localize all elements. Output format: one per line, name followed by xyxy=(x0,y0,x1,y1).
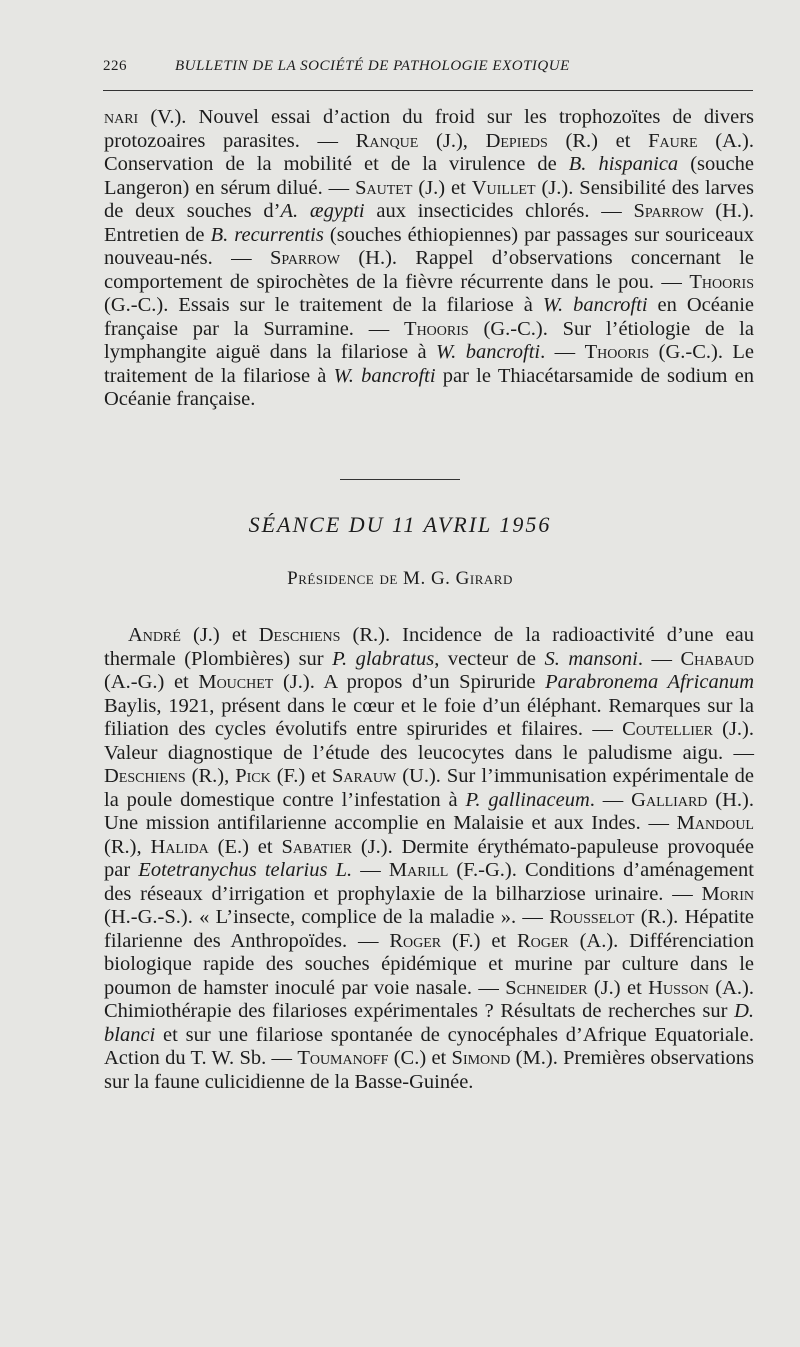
author-name: Pick xyxy=(235,765,271,787)
text-run: (M.). Premières observations sur la faune culicidienne de la Basse-Guinée. xyxy=(104,1047,754,1093)
text-run: (H.). Rappel d’observations concernant le comportement de spirochètes de la fièvre récurrente dans le pou. — xyxy=(104,247,754,293)
author-name: Mouchet xyxy=(198,671,274,693)
text-run: (G.-C.). Le traitement de la filariose à xyxy=(104,341,754,387)
continued-paragraph xyxy=(104,106,754,412)
author-name: Faure xyxy=(648,129,698,152)
header-rule xyxy=(103,90,753,91)
species-name: B. hispanica xyxy=(568,153,679,175)
species-name: W. bancrofti xyxy=(542,294,648,316)
author-name: Ranque xyxy=(355,129,419,152)
author-name: Morin xyxy=(701,882,754,905)
author-name: Roger xyxy=(516,929,569,952)
author-name: Rousselot xyxy=(549,906,635,928)
text-run: en Océanie française par la Surramine. — xyxy=(104,294,754,340)
author-name: Coutellier xyxy=(622,718,713,740)
text-run: . — xyxy=(540,341,585,363)
presidency-line xyxy=(0,568,800,590)
text-run: (A.). Chimiothérapie des filarioses expérimentales ? Résultats de recherches sur xyxy=(104,976,754,1022)
text-run: (J.) et xyxy=(587,976,649,999)
author-name: Roger xyxy=(389,929,442,952)
text-run: et sur une filariose spontanée de cynocéphales d’Afrique Equatoriale. Action du T. W. Sb. — xyxy=(104,1023,754,1069)
species-name: W. bancrofti xyxy=(435,341,541,363)
text-run: (U.). Sur l’immunisation expérimentale de la poule domestique contre l’infestation à xyxy=(104,765,754,811)
text-run: (F.) et xyxy=(270,765,332,787)
text-run: (A.). Différenciation biologique rapide des souches épidémique et murine par culture dans le poumon de hamster inoculé par voie nasale. — xyxy=(104,929,754,999)
text-run: (C.) et xyxy=(388,1047,452,1069)
text-run: (E.) et xyxy=(208,835,282,858)
text-run: (F.) et xyxy=(441,929,517,952)
text-run: (G.-C.). Essais sur le traitement de la filariose à xyxy=(104,294,543,316)
species-name: D. blanci xyxy=(104,1000,754,1046)
text-run: (J.). Valeur diagnostique de l’étude des leucocytes dans le paludisme aigu. — xyxy=(104,718,755,764)
author-name: Vuillet xyxy=(471,176,536,199)
text-run: (J.) et xyxy=(412,176,472,199)
text-run: par le Thiacétarsamide de sodium en Océanie française. xyxy=(104,364,754,410)
author-name: Sparrow xyxy=(269,247,340,269)
author-name: Thooris xyxy=(584,341,650,363)
author-name: Marill xyxy=(388,859,449,881)
text-run: aux insecticides chlorés. — xyxy=(364,200,634,222)
author-name: Thooris xyxy=(404,317,469,340)
text-run: . — xyxy=(637,647,681,670)
author-name: Halida xyxy=(150,835,209,858)
author-name: Deschiens xyxy=(258,624,341,646)
species-name: B. recurrentis xyxy=(210,223,324,246)
author-name: Sabatier xyxy=(281,835,352,858)
species-name: W. bancrofti xyxy=(333,364,436,387)
author-name: Chabaud xyxy=(680,647,755,670)
author-name: nari xyxy=(104,106,139,128)
page-number: 226 xyxy=(103,58,127,74)
species-name: S. mansoni xyxy=(544,647,638,670)
text-run: (R.) et xyxy=(547,129,649,152)
author-name: Depieds xyxy=(485,129,548,152)
author-name: Thooris xyxy=(689,270,754,293)
author-name: Sparrow xyxy=(633,200,704,222)
text-run: . — xyxy=(589,788,632,811)
text-run: (R.). Hépatite filarienne des Anthropoïdes. — xyxy=(104,906,755,952)
text-run: (A.-G.) et xyxy=(104,671,199,693)
text-run: (J.) et xyxy=(180,624,259,646)
species-name: P. glabratus xyxy=(332,647,435,670)
text-run: (souche Langeron) en sérum dilué. — xyxy=(104,153,754,199)
text-run: (J.). A propos d’un Spiruride xyxy=(273,671,546,693)
author-name: Schneider xyxy=(505,976,588,999)
text-run: (F.-G.). Conditions d’aménagement des réseaux d’irrigation et prophylaxie de la bilharziose urinaire. — xyxy=(104,859,754,905)
text-run: (J.). Sensibilité des larves de deux souches d’ xyxy=(104,176,754,222)
species-name: Eotetranychus telarius L. xyxy=(138,859,353,881)
author-name: Galliard xyxy=(631,788,708,811)
text-run: (H.). Entretien de xyxy=(104,200,755,246)
president-name: M. G. Girard xyxy=(397,568,513,589)
running-title: BULLETIN DE LA SOCIÉTÉ DE PATHOLOGIE EXOTIQUE xyxy=(175,58,570,74)
author-name: Deschiens xyxy=(104,765,186,787)
text-run: (J.). Dermite érythémato-papuleuse provoquée par xyxy=(104,835,754,881)
author-name: Simond xyxy=(451,1047,511,1069)
text-run: — xyxy=(352,859,389,881)
session-paragraph xyxy=(104,624,754,1094)
session-heading: SÉANCE DU 11 AVRIL 1956 xyxy=(248,512,552,537)
author-name: Mandoul xyxy=(676,812,754,834)
author-name: Sarauw xyxy=(331,765,397,787)
paragraph-text xyxy=(104,624,754,1094)
text-run: (R.). Incidence de la radioactivité d’une eau thermale (Plombières) sur xyxy=(104,624,754,670)
text-run: (R.), xyxy=(104,835,151,858)
text-run: (H.). Une mission antifilarienne accomplie en Malaisie et aux Indes. — xyxy=(104,788,754,834)
author-name: Sautet xyxy=(355,176,413,199)
species-name: A. ægypti xyxy=(280,200,365,222)
text-run: , vecteur de xyxy=(434,647,545,670)
section-separator xyxy=(340,479,460,480)
text-run: (A.). Conservation de la mobilité et de la virulence de xyxy=(104,129,754,175)
text-run: (V.). Nouvel essai d’action du froid sur les trophozoïtes de divers protozoaires parasites. — xyxy=(104,106,754,152)
presidency-label: Présidence de xyxy=(287,568,398,589)
text-run: (G.-C.). Sur l’étiologie de la lymphangite aiguë dans la filariose à xyxy=(104,317,754,363)
author-name: Toumanoff xyxy=(297,1047,389,1069)
paragraph-text xyxy=(104,106,754,412)
author-name: Husson xyxy=(648,976,709,999)
text-run: (H.-G.-S.). « L’insecte, complice de la maladie ». — xyxy=(104,906,550,928)
text-run: (R.), xyxy=(185,765,236,787)
text-run: (souches éthiopiennes) par passages sur souriceaux nouveau-nés. — xyxy=(104,223,754,269)
text-run: (J.), xyxy=(418,129,486,152)
species-name: Parabronema Africanum xyxy=(545,671,754,693)
author-name: André xyxy=(128,624,181,646)
text-run: Baylis, 1921, présent dans le cœur et le foie d’un éléphant. Remarques sur la filiation des cycles évolutifs entre spirurides et filaires. — xyxy=(104,694,754,740)
species-name: P. gallinaceum xyxy=(465,788,590,811)
